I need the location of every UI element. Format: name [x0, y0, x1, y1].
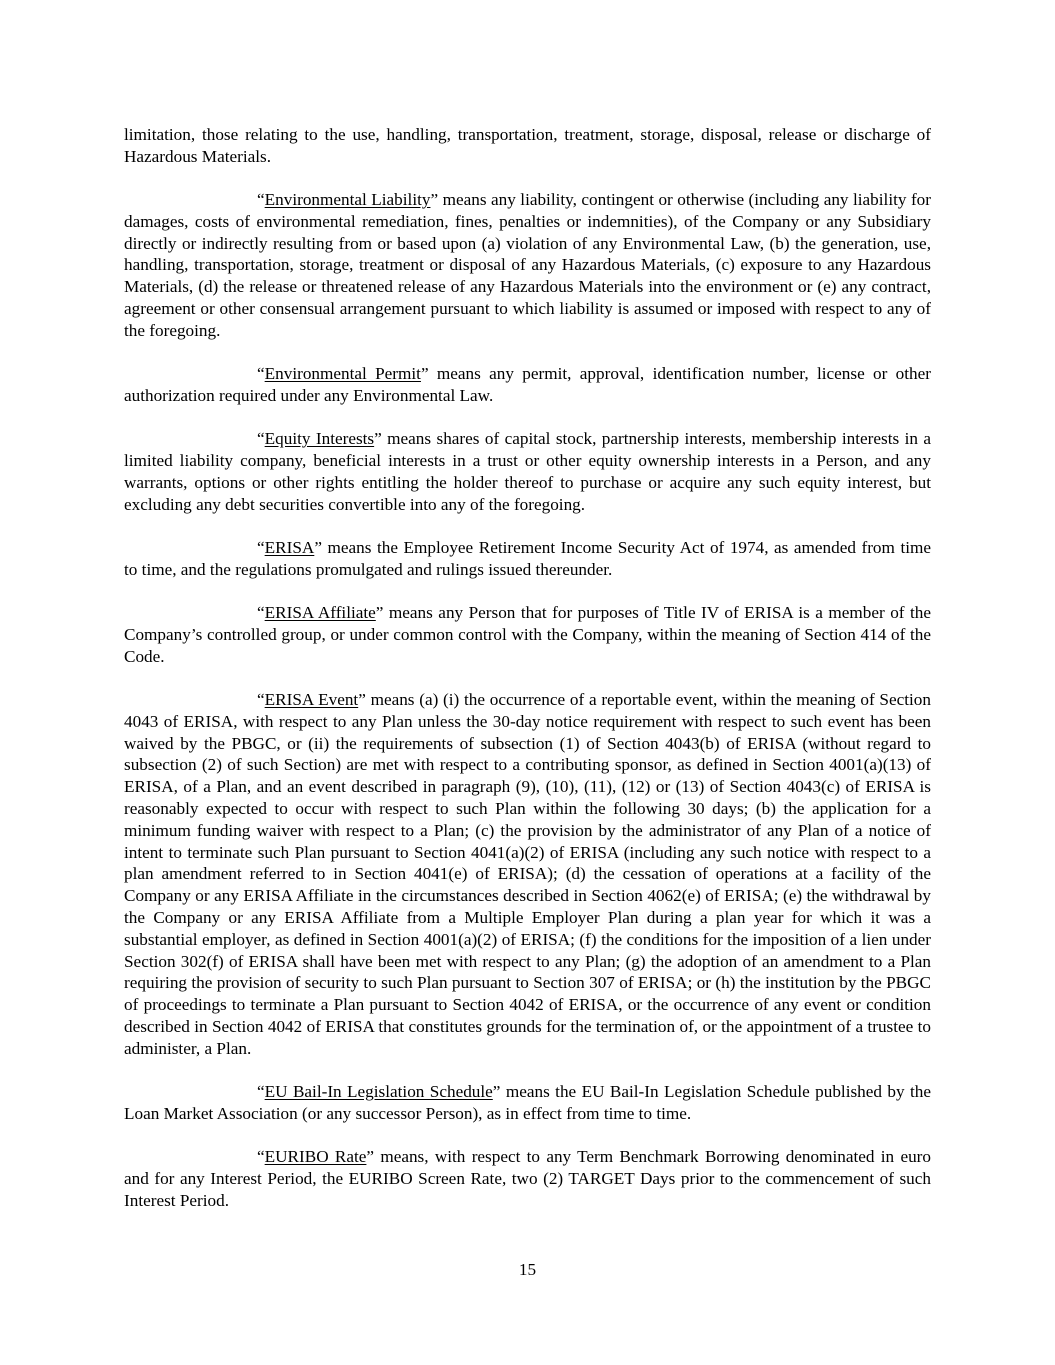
- definition-text: means the Employee Retirement Income Security Act of 1974, as amended from time to time, and the regulations promulgated and rulings issued thereunder.: [124, 537, 931, 579]
- defined-term: Environmental Liability: [264, 190, 431, 210]
- defined-term: Equity Interests: [264, 429, 375, 449]
- defined-term: EU Bail-In Legislation Schedule: [264, 1081, 493, 1101]
- definition-environmental-permit: “Environmental Permit” means any permit, approval, identification number, license or other authorization required under any Environmental Law.: [124, 364, 931, 405]
- definition-erisa-event: “ERISA Event” means (a) (i) the occurrence of a reportable event, within the meaning of Section 4043 of ERISA, with respect to any Plan unless the 30-day notice requirement with respect to such event has been waived by the PBGC, or (ii) the requirements of subsection (1) of Section 4043(b) of ERISA (without regard to subsection (2) of such Section) are met with respect to a contributing sponsor, as defined in Section 4001(a)(13) of ERISA, of a Plan, and an event described in paragraph (9), (10), (11), (12) or (13) of Section 4043(c) of ERISA is reasonably expected to occur with respect to such Plan within the following 30 days; (b) the application for a minimum funding waiver with respect to a Plan; (c) the provision by the administrator of any Plan of a notice of intent to terminate such Plan pursuant to Section 4041(a)(2) of ERISA (including any such notice with respect to a plan amendment referred to in Section 4041(e) of ERISA); (d) the cessation of operations at a facility of the Company or any ERISA Affiliate in the circumstances described in Section 4062(e) of ERISA; (e) the withdrawal by the Company or any ERISA Affiliate from a Multiple Employer Plan during a plan year for which it was a substantial employer, as defined in Section 4001(a)(2) of ERISA; (f) the conditions for the imposition of a lien under Section 302(f) of ERISA shall have been met with respect to any Plan; (g) the adoption of an amendment to a Plan requiring the provision of security to such Plan pursuant to Section 307 of ERISA; or (h) the institution by the PBGC of proceedings to terminate a Plan pursuant to Section 4042 of ERISA, or the occurrence of any event or condition described in Section 4042 of ERISA that constitutes grounds for the termination of, or the appointment of a trustee to administer, a Plan.: [124, 689, 931, 1058]
- definition-environmental-liability: “Environmental Liability” means any liability, contingent or otherwise (including any liability for damages, costs of environmental remediation, fines, penalties or indemnities), of the Company or any Subsidiary directly or indirectly resulting from or based upon (a) violation of any Environmental Law, (b) the generation, use, handling, transportation, storage, treatment or disposal of any Hazardous Materials, (c) exposure to any Hazardous Materials, (d) the release or threatened release of any Hazardous Materials into the environment or (e) any contract, agreement or other consensual arrangement pursuant to which liability is assumed or imposed with respect to any of the foregoing.: [124, 190, 931, 340]
- opening-paragraph: limitation, those relating to the use, handling, transportation, treatment, storage, disposal, release or discharge of Hazardous Materials.: [124, 125, 931, 166]
- defined-term: ERISA Event: [264, 689, 359, 709]
- definition-text: means any Person that for purposes of Title IV of ERISA is a member of the Company’s controlled group, or under common control with the Company, within the meaning of Section 414 of the Code.: [124, 603, 931, 666]
- definition-text: means any permit, approval, identification number, license or other authorization required under any Environmental Law.: [124, 364, 931, 405]
- definition-text: means any liability, contingent or otherwise (including any liability for damages, costs of environmental remediation, fines, penalties or indemnities), of the Company or any Subsidiary directly or indirectly resulting from or based upon (a) violation of any Environmental Law, (b) the generation, use, handling, transportation, storage, treatment or disposal of any Hazardous Materials, (c) exposure to any Hazardous Materials, (d) the release or threatened release of any Hazardous Materials into the environment or (e) any contract, agreement or other consensual arrangement pursuant to which liability is assumed or imposed with respect to any of the foregoing.: [124, 190, 931, 340]
- definition-text: means shares of capital stock, partnership interests, membership interests in a limited liability company, beneficial interests in a trust or other equity ownership interests in a Person, and any warrants, options or other rights entitling the holder thereof to purchase or acquire any such equity interest, but excluding any debt securities convertible into any of the foregoing.: [124, 429, 931, 514]
- defined-term: ERISA Affiliate: [264, 603, 376, 623]
- document-page: [124, 124, 931, 1233]
- definition-equity-interests: “Equity Interests” means shares of capital stock, partnership interests, membership interests in a limited liability company, beneficial interests in a trust or other equity ownership interests in a Person, and any warrants, options or other rights entitling the holder thereof to purchase or acquire any such equity interest, but excluding any debt securities convertible into any of the foregoing.: [124, 429, 931, 514]
- definition-erisa: “ERISA” means the Employee Retirement Income Security Act of 1974, as amended from time to time, and the regulations promulgated and rulings issued thereunder.: [124, 537, 931, 579]
- defined-term: EURIBO Rate: [264, 1147, 367, 1167]
- definition-text: means (a) (i) the occurrence of a reportable event, within the meaning of Section 4043 of ERISA, with respect to any Plan unless the 30-day notice requirement with respect to such event has been waived by the PBGC, or (ii) the requirements of subsection (1) of Section 4043(b) of ERISA (without regard to subsection (2) of such Section) are met with respect to a contributing sponsor, as defined in Section 4001(a)(13) of ERISA, of a Plan, and an event described in paragraph (9), (10), (11), (12) or (13) of Section 4043(c) of ERISA is reasonably expected to occur with respect to such Plan within the following 30 days; (b) the application for a minimum funding waiver with respect to a Plan; (c) the provision by the administrator of any Plan of a notice of intent to terminate such Plan pursuant to Section 4041(a)(2) of ERISA (including any such notice with respect to a plan amendment referred to in Section 4041(e) of ERISA); (d) the cessation of operations at a facility of the Company or any ERISA Affiliate in the circumstances described in Section 4062(e) of ERISA; (e) the withdrawal by the Company or any ERISA Affiliate from a Multiple Employer Plan during a plan year for which it was a substantial employer, as defined in Section 4001(a)(2) of ERISA; (f) the conditions for the imposition of a lien under Section 302(f) of ERISA shall have been met with respect to any Plan; (g) the adoption of an amendment to a Plan requiring the provision of security to such Plan pursuant to Section 307 of ERISA; or (h) the institution by the PBGC of proceedings to terminate a Plan pursuant to Section 4042 of ERISA, or the occurrence of any event or condition described in Section 4042 of ERISA that constitutes grounds for the termination of, or the appointment of a trustee to administer, a Plan.: [124, 689, 931, 1058]
- definition-euribo-rate: “EURIBO Rate” means, with respect to any Term Benchmark Borrowing denominated in euro and for any Interest Period, the EURIBO Screen Rate, two (2) TARGET Days prior to the commencement of such Interest Period.: [124, 1147, 931, 1210]
- defined-term: Environmental Permit: [264, 364, 421, 384]
- page-number: 15: [518, 1260, 537, 1279]
- definition-text: means, with respect to any Term Benchmark Borrowing denominated in euro and for any Interest Period, the EURIBO Screen Rate, two (2) TARGET Days prior to the commencement of such Interest Period.: [124, 1147, 931, 1210]
- definition-text: means the EU Bail-In Legislation Schedule published by the Loan Market Association (or any successor Person), as in effect from time to time.: [124, 1081, 931, 1123]
- definition-erisa-affiliate: “ERISA Affiliate” means any Person that for purposes of Title IV of ERISA is a member of the Company’s controlled group, or under common control with the Company, within the meaning of Section 414 of the Code.: [124, 603, 931, 666]
- definition-eu-bail-in-legislation-schedule: “EU Bail-In Legislation Schedule” means the EU Bail-In Legislation Schedule published by the Loan Market Association (or any successor Person), as in effect from time to time.: [124, 1081, 931, 1123]
- defined-term: ERISA: [264, 537, 315, 557]
